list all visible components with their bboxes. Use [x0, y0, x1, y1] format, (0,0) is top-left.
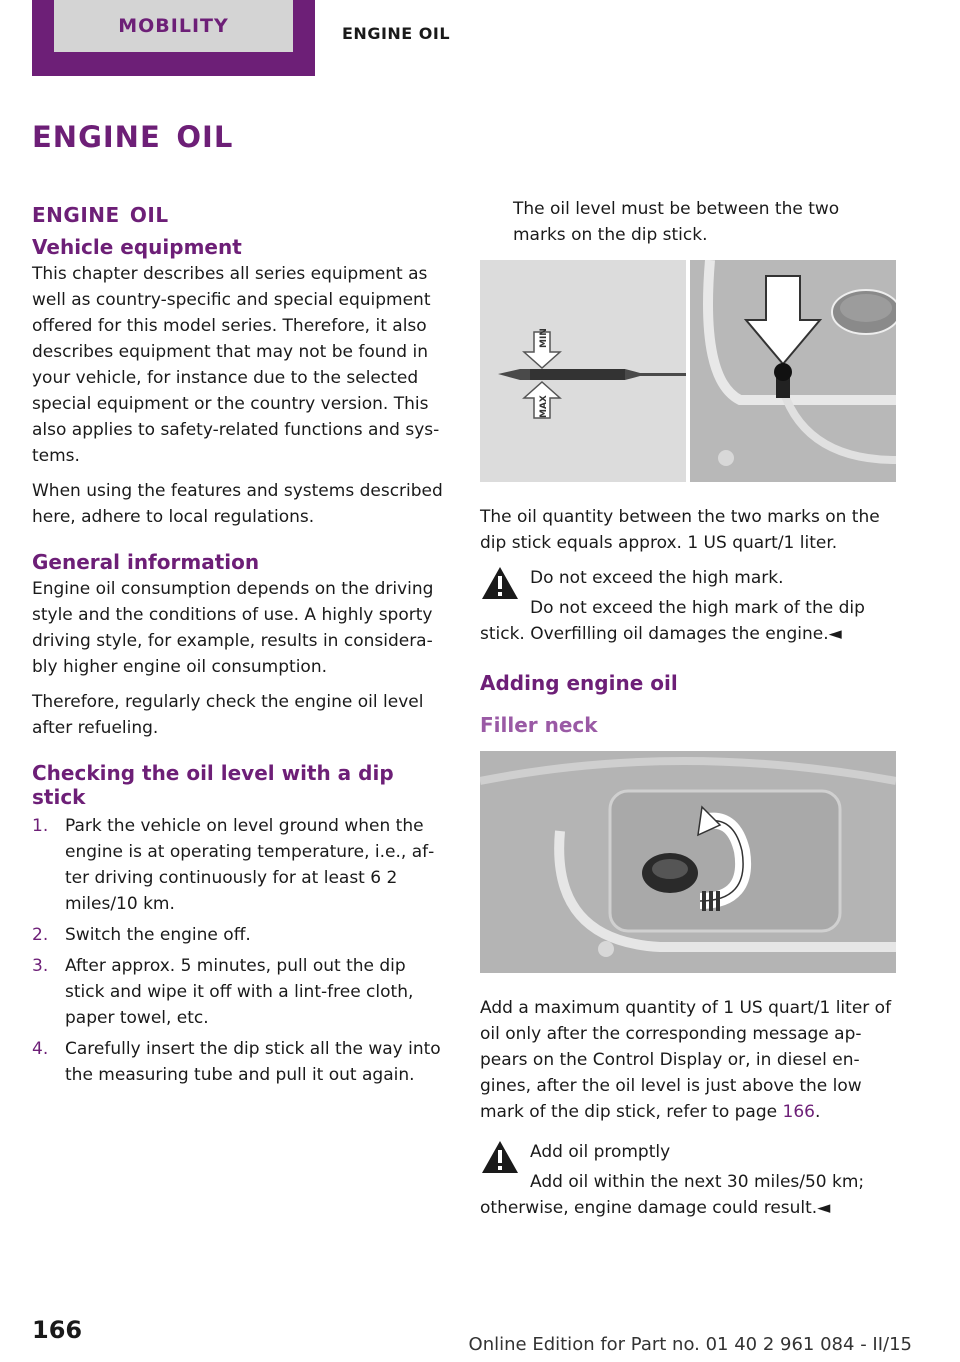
- warning-high-mark: [480, 565, 896, 647]
- warning-icon: [480, 1139, 520, 1175]
- right-column: [480, 196, 896, 1230]
- dipstick-illustration-svg: [480, 260, 896, 482]
- warning-add-oil-title: Add oil promptly: [530, 1142, 671, 1162]
- list-item: [32, 953, 448, 1031]
- vehicle-equipment-paragraph-1: This chapter describes all series equipment as well as country-specific and special equipment offered for this model series. Therefore, it also describes equipment that may not be found in your vehicle, for instance due to the selected special equipment or the country version. This also applies to safety-related functions and sys‐tems.: [32, 264, 440, 466]
- dipstick-illustration: [480, 260, 896, 482]
- page-title: engine oil: [32, 108, 234, 157]
- general-information-paragraph-1: Engine oil consumption depends on the driving style and the conditions of use. A highly sporty driving style, for example, results in considera‐bly higher engine oil consumption.: [32, 579, 434, 677]
- oil-quantity-paragraph: The oil quantity between the two marks on the dip stick equals approx. 1 US quart/1 liter.: [480, 507, 880, 553]
- footer-edition: Online Edition for Part no. 01 40 2 961 084 - II/15: [468, 1334, 912, 1355]
- warning-add-oil-promptly: [480, 1139, 896, 1221]
- step-number: 2.: [32, 925, 49, 945]
- step-number: 3.: [32, 956, 49, 976]
- filler-neck-illustration-svg: [480, 751, 896, 973]
- warning-icon: [480, 565, 520, 601]
- heading-checking-oil-level: Checking the oil level with a dip stick: [32, 761, 394, 809]
- list-item: [32, 813, 448, 917]
- list-item: [32, 922, 448, 948]
- step-text: Carefully insert the dip stick all the way into the measuring tube and pull it out again.: [65, 1039, 441, 1085]
- general-information-paragraph-2: Therefore, regularly check the engine oil level after refueling.: [32, 692, 424, 738]
- step-text: Switch the engine off.: [65, 925, 251, 945]
- step-number: 1.: [32, 816, 49, 836]
- step-text: Park the vehicle on level ground when the engine is at operating temperature, i.e., af‐ter driving continuously for at least 6 2 miles/10 km.: [65, 816, 435, 914]
- step-number: 4.: [32, 1039, 49, 1059]
- heading-adding-engine-oil: Adding engine oil: [480, 671, 678, 695]
- heading-general-information: General information: [32, 550, 260, 574]
- warning-add-oil-body-first: Add oil within the next 30 miles/50 km;: [530, 1172, 865, 1192]
- filler-neck-illustration: [480, 751, 896, 973]
- warning-high-mark-body-first: Do not exceed the high mark of the dip: [530, 598, 865, 618]
- step-text: After approx. 5 minutes, pull out the dip stick and wipe it off with a lint-free cloth, paper towel, etc.: [65, 956, 414, 1028]
- header-tab-engine-oil: ENGINE OIL: [342, 24, 451, 43]
- page-reference-link[interactable]: 166: [782, 1102, 815, 1122]
- adding-oil-text-end: .: [814, 1102, 821, 1122]
- adding-oil-text: Add a maximum quantity of 1 US quart/1 liter of oil only after the corresponding message ap‐pears on the Control Display or, in diesel en‐gines, after the oil level is just above the low mark of the dip stick, refer to page: [480, 998, 892, 1122]
- heading-vehicle-equipment: Vehicle equipment: [32, 235, 242, 259]
- adding-oil-paragraph: [480, 995, 896, 1125]
- oil-level-paragraph: The oil level must be between the two marks on the dip stick.: [513, 199, 840, 245]
- min-label: MIN: [539, 328, 549, 348]
- warning-high-mark-title: Do not exceed the high mark.: [530, 568, 784, 588]
- list-item: [32, 1036, 448, 1088]
- header-tab-mobility: [32, 0, 315, 76]
- section-heading-engine-oil: engine oil: [32, 196, 169, 229]
- warning-high-mark-body-rest: stick. Overfilling oil damages the engine.◄: [480, 624, 842, 644]
- subheading-filler-neck: Filler neck: [480, 713, 598, 737]
- max-label: MAX: [539, 395, 549, 418]
- page-number: 166: [32, 1316, 83, 1344]
- vehicle-equipment-paragraph-2: When using the features and systems described here, adhere to local regulations.: [32, 481, 443, 527]
- header-tab-mobility-label: MOBILITY: [54, 0, 293, 52]
- left-column: [32, 196, 448, 1093]
- checking-steps-list: [32, 813, 448, 1088]
- warning-add-oil-body-rest: otherwise, engine damage could result.◄: [480, 1198, 831, 1218]
